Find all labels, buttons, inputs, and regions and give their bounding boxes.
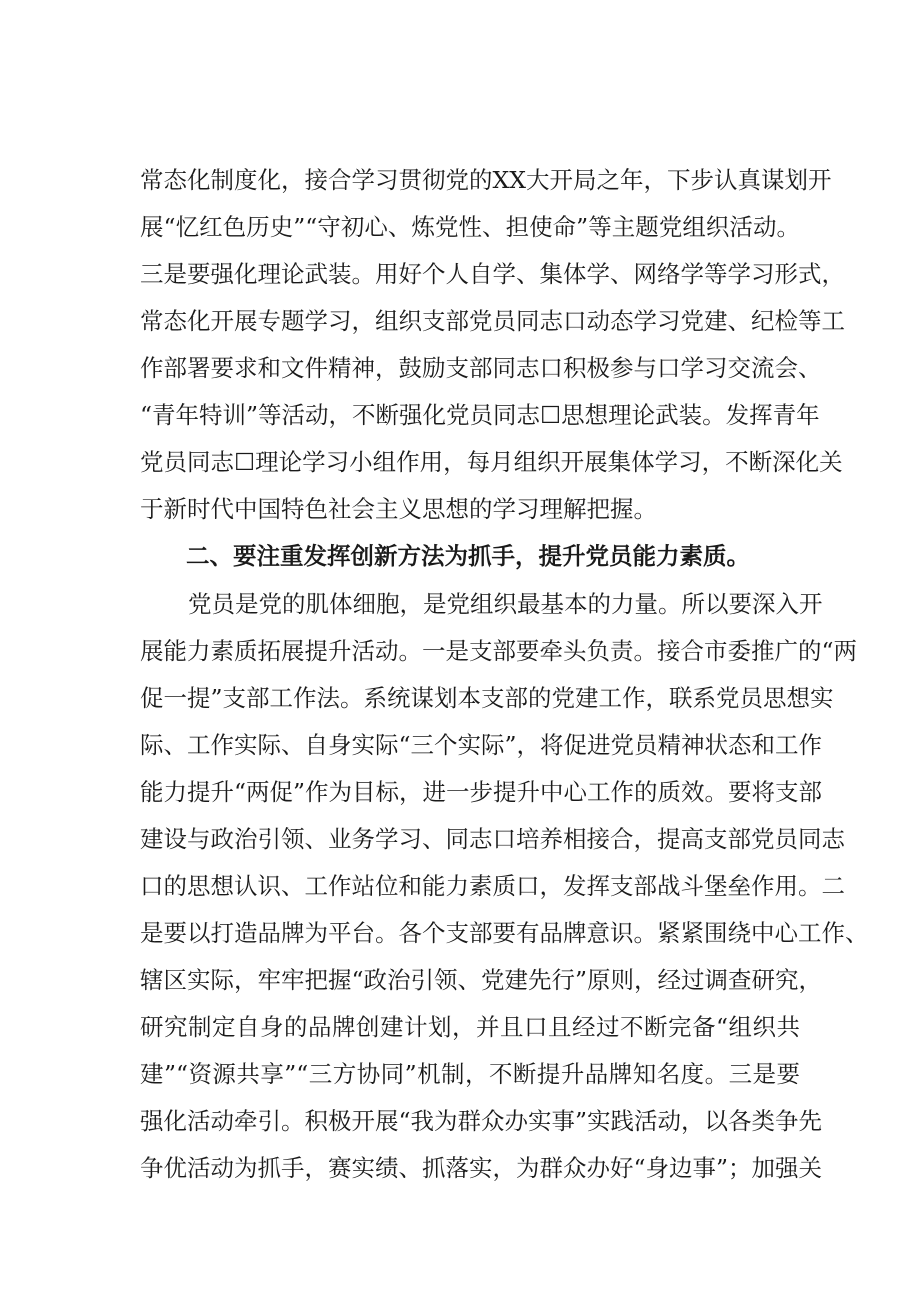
body-line: 展“忆红色历史”“守初心、炼党性、担使命”等主题党组织活动。: [140, 213, 800, 241]
body-line: 建”“资源共享”“三方协同”机制，不断提升品牌知名度。三是要: [140, 1060, 800, 1088]
section-heading: 二、要注重发挥创新方法为抓手，提升党员能力素质。: [186, 542, 750, 570]
body-line: 三是要强化理论武装。用好个人自学、集体学、网络学等学习形式，: [140, 260, 845, 288]
body-line: 促一提”支部工作法。系统谋划本支部的党建工作，联系党员思想实: [140, 684, 834, 712]
body-line: “青年特训”等活动，不断强化党员同志☐思想理论武装。发挥青年: [140, 401, 820, 429]
body-line: 能力提升“两促”作为目标，进一步提升中心工作的质效。要将支部: [140, 778, 823, 806]
body-line: 建设与政治引领、业务学习、同志口培养相接合，提高支部党员同志: [140, 825, 845, 853]
body-line: 辖区实际，牢牢把握“政治引领、党建先行”原则，经过调查研究，: [140, 966, 823, 994]
body-line: 于新时代中国特色社会主义思想的学习理解把握。: [140, 495, 657, 523]
body-line: 常态化制度化，接合学习贯彻党的XX大开局之年，下步认真谋划开: [140, 166, 832, 194]
body-line: 争优活动为抓手，赛实绩、抓落实，为群众办好“身边事”；加强关: [140, 1154, 823, 1182]
body-line: 作部署要求和文件精神，鼓励支部同志口积极参与口学习交流会、: [140, 354, 822, 382]
body-line: 强化活动牵引。积极开展“我为群众办实事”实践活动，以各类争先: [140, 1107, 823, 1135]
body-line: 口的思想认识、工作站位和能力素质口，发挥支部战斗堡垒作用。二: [140, 872, 845, 900]
body-line: 际、工作实际、自身实际“三个实际”，将促进党员精神状态和工作: [140, 731, 823, 759]
body-line: 党员同志☐理论学习小组作用，每月组织开展集体学习，不断深化关: [140, 448, 843, 476]
body-line: 常态化开展专题学习，组织支部党员同志口动态学习党建、纪检等工: [140, 307, 845, 335]
body-line: 展能力素质拓展提升活动。一是支部要牵头负责。接合市委推广的“两: [140, 637, 858, 665]
body-line: 研究制定自身的品牌创建计划，并且口且经过不断完备“组织共: [140, 1013, 800, 1041]
body-line: 党员是党的肌体细胞，是党组织最基本的力量。所以要深入开: [188, 590, 823, 618]
body-line: 是要以打造品牌为平台。各个支部要有品牌意识。紧紧围绕中心工作、: [140, 919, 869, 947]
